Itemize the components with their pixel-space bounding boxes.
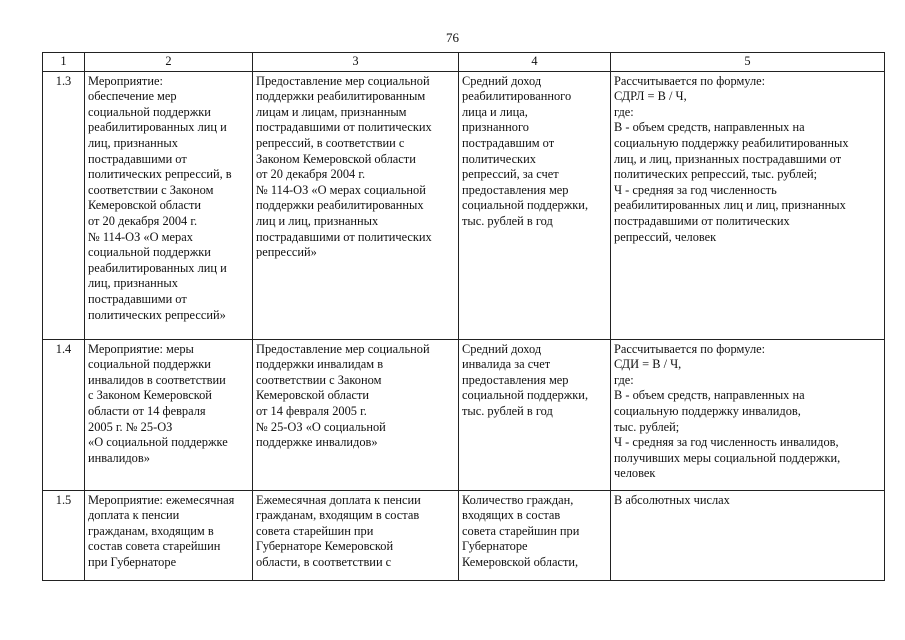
measure-cell <box>85 71 253 339</box>
cell-text-line: пострадавшими от <box>88 291 187 306</box>
cell-text-line: политических репрессий, тыс. рублей; <box>614 167 818 182</box>
cell-text-line: Кемеровской области <box>88 198 202 213</box>
measure-cell <box>85 490 253 580</box>
cell-text-line: тыс. рублей в год <box>462 403 553 418</box>
header-cell-2: 2 <box>85 53 253 72</box>
cell-text-line: Рассчитывается по формуле: <box>614 73 766 88</box>
cell-text-line: с Законом Кемеровской <box>88 388 212 403</box>
cell-text-line: Предоставление мер социальной <box>256 341 430 356</box>
cell-text-line: Мероприятие: ежемесячная <box>88 492 235 507</box>
cell-text-line: совета старейшин при <box>256 523 374 538</box>
cell-text-line: получивших меры социальной поддержки, <box>614 450 841 465</box>
cell-text-line: Количество граждан, <box>462 492 574 507</box>
cell-text-line: соответствии с Законом <box>88 182 214 197</box>
cell-text-line: реабилитированных лиц и лиц, признанных <box>614 198 846 213</box>
cell-text-line: инвалидов в соответствии <box>88 372 226 387</box>
cell-text-line: предоставления мер <box>462 182 569 197</box>
page-number: 76 <box>446 30 459 45</box>
cell-text-line: совета старейшин при <box>462 523 580 538</box>
measure-cell <box>85 339 253 490</box>
cell-text-line: лиц, и лиц, признанных пострадавшими от <box>614 151 842 166</box>
cell-text-line: реабилитированного <box>462 89 572 104</box>
cell-text-line: реабилитированных лиц и <box>88 260 227 275</box>
cell-text-line: Губернаторе <box>462 539 528 554</box>
cell-text-line: Средний доход <box>462 73 542 88</box>
cell-text-line: при Губернаторе <box>88 554 177 569</box>
cell-text-line: гражданам, входящим в <box>88 523 214 538</box>
table-row <box>43 71 885 339</box>
formula-cell <box>611 339 885 490</box>
cell-text-line: Рассчитывается по формуле: <box>614 341 766 356</box>
cell-text-line: Губернаторе Кемеровской <box>256 539 394 554</box>
indicator-table <box>42 52 885 581</box>
cell-text-line: состав совета старейшин <box>88 539 221 554</box>
cell-text-line: инвалидов» <box>88 450 150 465</box>
cell-text-line: № 114-ОЗ «О мерах <box>88 229 193 244</box>
cell-text-line: политических репрессий» <box>88 307 226 322</box>
cell-text-line: Законом Кемеровской области <box>256 151 416 166</box>
cell-text-line: человек <box>614 466 656 481</box>
cell-text-line: политических репрессий, в <box>88 167 232 182</box>
table-row <box>43 339 885 490</box>
description-cell <box>253 339 459 490</box>
description-cell <box>253 490 459 580</box>
cell-text-line: № 25-ОЗ «О социальной <box>256 419 386 434</box>
cell-text-line: социальной поддержки <box>88 357 211 372</box>
indicator-cell <box>459 339 611 490</box>
cell-text-line: «О социальной поддержке <box>88 435 228 450</box>
table-header-row <box>43 53 885 72</box>
indicator-cell <box>459 71 611 339</box>
table-row <box>43 490 885 580</box>
cell-text-line: лиц, признанных <box>88 135 178 150</box>
indicator-cell <box>459 490 611 580</box>
cell-text-line: лица и лица, <box>462 104 528 119</box>
cell-text-line: поддержки реабилитированным <box>256 89 426 104</box>
cell-text-line: Ч - средняя за год численность <box>614 182 777 197</box>
cell-text-line: от 14 февраля 2005 г. <box>256 403 367 418</box>
cell-text-line: пострадавшими от <box>88 151 187 166</box>
cell-text-line: № 114-ОЗ «О мерах социальной <box>256 182 426 197</box>
formula-cell <box>611 490 885 580</box>
cell-text-line: 2005 г. № 25-ОЗ <box>88 419 173 434</box>
row-number: 1.5 <box>43 490 85 580</box>
row-number: 1.4 <box>43 339 85 490</box>
cell-text-line: поддержке инвалидов» <box>256 435 378 450</box>
cell-text-line: области от 14 февраля <box>88 403 206 418</box>
cell-text-line: В - объем средств, направленных на <box>614 120 805 135</box>
cell-text-line: пострадавшими от политических <box>256 229 432 244</box>
cell-text-line: социальной поддержки <box>88 104 211 119</box>
cell-text-line: социальной поддержки, <box>462 198 589 213</box>
cell-text-line: поддержки инвалидам в <box>256 357 384 372</box>
description-cell <box>253 71 459 339</box>
cell-text-line: Ежемесячная доплата к пенсии <box>256 492 421 507</box>
row-number: 1.3 <box>43 71 85 339</box>
header-cell-3: 3 <box>253 53 459 72</box>
cell-text-line: Предоставление мер социальной <box>256 73 430 88</box>
cell-text-line: политических <box>462 151 536 166</box>
cell-text-line: Средний доход <box>462 341 542 356</box>
cell-text-line: признанного <box>462 120 529 135</box>
cell-text-line: Мероприятие: <box>88 73 163 88</box>
cell-text-line: где: <box>614 372 634 387</box>
cell-text-line: В абсолютных числах <box>614 492 730 507</box>
cell-text-line: лиц, признанных <box>88 276 178 291</box>
cell-text-line: репрессий, человек <box>614 229 717 244</box>
cell-text-line: от 20 декабря 2004 г. <box>256 167 366 182</box>
cell-text-line: репрессий, за счет <box>462 167 559 182</box>
cell-text-line: репрессий» <box>256 245 317 260</box>
cell-text-line: реабилитированных лиц и <box>88 120 227 135</box>
cell-text-line: Кемеровской области <box>256 388 370 403</box>
cell-text-line: инвалида за счет <box>462 357 551 372</box>
cell-text-line: пострадавшими от политических <box>256 120 432 135</box>
cell-text-line: тыс. рублей в год <box>462 213 553 228</box>
cell-text-line: пострадавшими от политических <box>614 213 790 228</box>
cell-text-line: поддержки реабилитированных <box>256 198 424 213</box>
cell-text-line: доплата к пенсии <box>88 508 180 523</box>
cell-text-line: лицам и лицам, признанным <box>256 104 407 119</box>
cell-text-line: социальную поддержку инвалидов, <box>614 403 801 418</box>
cell-text-line: социальную поддержку реабилитированных <box>614 135 849 150</box>
cell-text-line: Мероприятие: меры <box>88 341 194 356</box>
formula-cell <box>611 71 885 339</box>
cell-text-line: области, в соответствии с <box>256 554 392 569</box>
cell-text-line: социальной поддержки <box>88 245 211 260</box>
cell-text-line: репрессий, в соответствии с <box>256 135 405 150</box>
cell-text-line: СДИ = В / Ч, <box>614 357 682 372</box>
cell-text-line: соответствии с Законом <box>256 372 382 387</box>
cell-text-line: социальной поддержки, <box>462 388 589 403</box>
header-cell-5: 5 <box>611 53 885 72</box>
cell-text-line: СДРЛ = В / Ч, <box>614 89 687 104</box>
cell-text-line: В - объем средств, направленных на <box>614 388 805 403</box>
cell-text-line: Ч - средняя за год численность инвалидов, <box>614 435 839 450</box>
cell-text-line: Кемеровской области, <box>462 554 579 569</box>
cell-text-line: от 20 декабря 2004 г. <box>88 213 198 228</box>
cell-text-line: где: <box>614 104 634 119</box>
cell-text-line: предоставления мер <box>462 372 569 387</box>
cell-text-line: тыс. рублей; <box>614 419 680 434</box>
cell-text-line: пострадавшим от <box>462 135 555 150</box>
cell-text-line: обеспечение мер <box>88 89 177 104</box>
cell-text-line: лиц и лиц, признанных <box>256 213 379 228</box>
cell-text-line: гражданам, входящим в состав <box>256 508 420 523</box>
header-cell-4: 4 <box>459 53 611 72</box>
header-cell-1: 1 <box>43 53 85 72</box>
cell-text-line: входящих в состав <box>462 508 561 523</box>
